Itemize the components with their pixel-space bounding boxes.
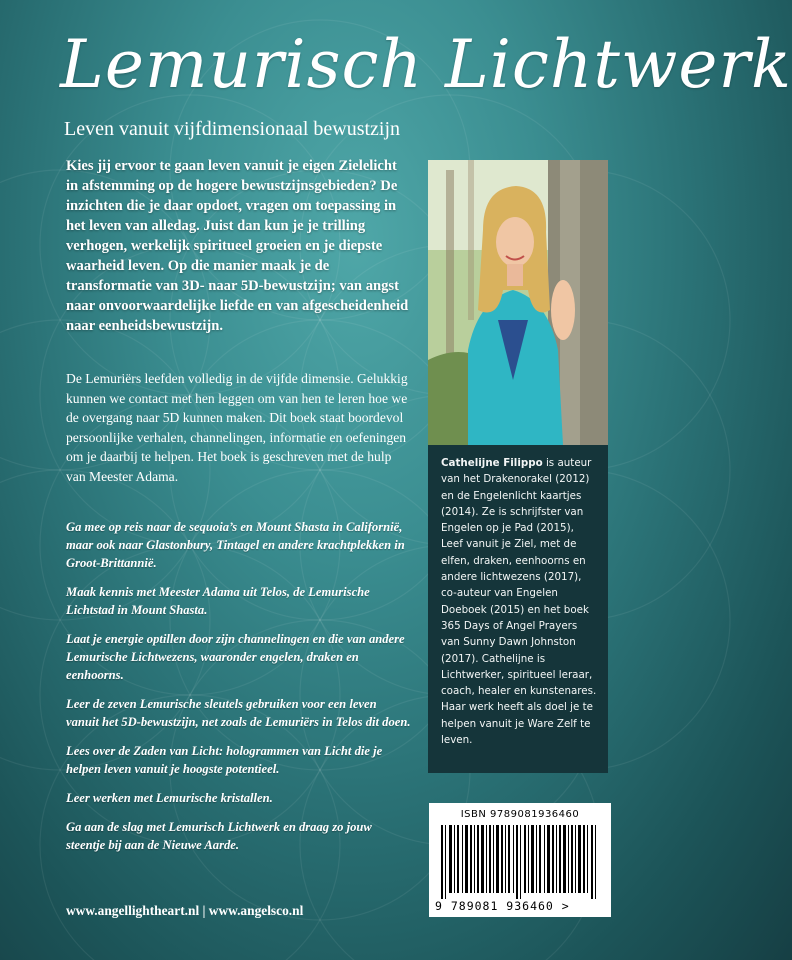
author-photo xyxy=(428,160,608,445)
highlight-item: Leer werken met Lemurische kristallen. xyxy=(66,791,273,805)
author-name: Cathelijne Filippo xyxy=(441,457,543,469)
author-bio-box xyxy=(428,445,608,773)
intro-paragraph: Kies jij ervoor te gaan leven vanuit je eigen Zielelicht in afstemming op de hogere bewustzijnsgebieden? De inzichten die je daar opdoet, vragen om toepassing in het leven van alledag. Juist dan kun je je trilling verhogen, werkelijk spiritueel groeien en je diepste waarheid leven. Op die manier maak je de transformatie van 3D- naar 5D-bewustzijn; van angst naar onvoorwaardelijke liefde en van afgescheidenheid naar eenheidsbewustzijn. xyxy=(66,158,409,334)
body-paragraph: De Lemuriërs leefden volledig in de vijfde dimensie. Gelukkig kunnen we contact met hen leggen om van hen te leren hoe we de overgang naar 5D kunnen maken. Dit boek staat boordevol persoonlijke verhalen, channelingen, informatie en oefeningen om je daarbij te helpen. Het boek is geschreven met de hulp van Meester Adama. xyxy=(66,371,408,484)
isbn-barcode xyxy=(429,803,611,917)
highlight-item: Maak kennis met Meester Adama uit Telos, de Lemurische Lichtstad in Mount Shasta. xyxy=(66,585,370,617)
highlight-item: Ga aan de slag met Lemurisch Lichtwerk en draag zo jouw steentje bij aan de Nieuwe Aarde. xyxy=(66,820,372,852)
highlight-item: Leer de zeven Lemurische sleutels gebruiken voor een leven vanuit het 5D-bewustzijn, net zoals de Lemuriërs in Telos dit doen. xyxy=(66,697,411,729)
book-title: Lemurisch Lichtwerk xyxy=(60,26,792,103)
book-subtitle: Leven vanuit vijfdimensionaal bewustzijn xyxy=(64,118,401,140)
barcode-bars xyxy=(441,825,599,899)
author-bio-text: is auteur van het Drakenorakel (2012) en de Engelenlicht kaartjes (2014). Ze is schrijfster van Engelen op je Pad (2015), Leef vanuit je Ziel, met de elfen, draken, eenhoorns en andere lichtwezens (2017), co-auteur van Engelen Doeboek (2015) en het boek 365 Days of Angel Prayers van Sunny Dawn Johnston (2017). Cathelijne is Lichtwerker, spiritueel leraar, coach, healer en kunstenares. Haar werk heeft als doel je te helpen vanuit je Ware Zelf te leven. xyxy=(441,457,597,747)
highlight-item: Lees over de Zaden van Licht: hologrammen van Licht die je helpen leven vanuit je hoogste potentieel. xyxy=(66,744,383,776)
highlight-item: Laat je energie optillen door zijn channelingen en die van andere Lemurische Lichtwezens, waaronder engelen, draken en eenhoorns. xyxy=(66,632,405,682)
highlights-list xyxy=(66,518,411,865)
isbn-label: ISBN 9789081936460 xyxy=(460,809,580,820)
author-bio xyxy=(441,455,598,748)
website-links: www.angellightheart.nl | www.angelsco.nl xyxy=(66,903,304,918)
highlight-item: Ga mee op reis naar de sequoia’s en Mount Shasta in Californië, maar ook naar Glastonbury, Tintagel en andere krachtplekken in Groot-Brittannië. xyxy=(66,520,405,570)
barcode-number: 9 789081 936460 > xyxy=(435,899,570,913)
